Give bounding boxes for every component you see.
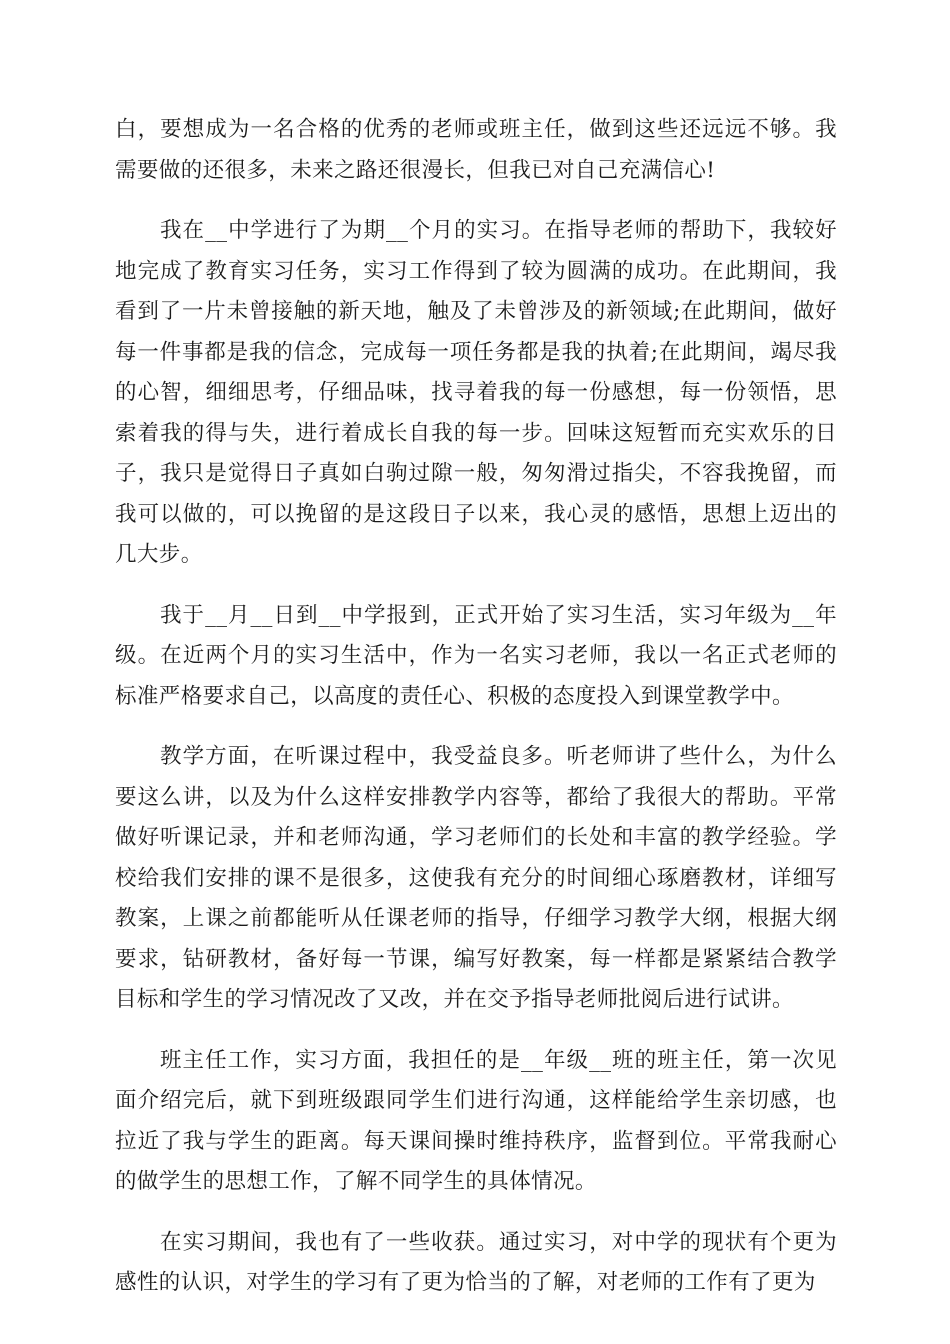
paragraph-internship-overview: 我在__中学进行了为期__个月的实习。在指导老师的帮助下，我较好地完成了教育实习任务，实习工作得到了较为圆满的成功。在此期间，我看到了一片未曾接触的新天地，触及了未曾涉及的新领域;在此期间，做好每一件事都是我的信念，完成每一项任务都是我的执着;在此期间，竭尽我的心智，细细思考，仔细品味，找寻着我的每一份感想，每一份领悟，思索着我的得与失，进行着成长自我的每一步。回味这短暂而充实欢乐的日子，我只是觉得日子真如白驹过隙一般，匆匆滑过指尖，不容我挽留，而我可以做的，可以挽留的是这段日子以来，我心灵的感悟，思想上迈出的几大步。 [115,218,837,567]
paragraph-gains: 在实习期间，我也有了一些收获。通过实习，对中学的现状有个更为感性的认识，对学生的学习有了更为恰当的了解，对老师的工作有了更为 [115,1229,837,1295]
document-body [115,110,837,1324]
paragraph-continuation: 白，要想成为一名合格的优秀的老师或班主任，做到这些还远远不够。我需要做的还很多，未来之路还很漫长，但我已对自己充满信心! [115,117,837,183]
paragraph-class-teacher-work: 班主任工作，实习方面，我担任的是__年级__班的班主任，第一次见面介绍完后，就下到班级跟同学生们进行沟通，这样能给学生亲切感，也拉近了我与学生的距离。每天课间操时维持秩序，监督到位。平常我耐心的做学生的思想工作，了解不同学生的具体情况。 [115,1047,837,1194]
paragraph-teaching: 教学方面，在听课过程中，我受益良多。听老师讲了些什么，为什么要这么讲，以及为什么这样安排教学内容等，都给了我很大的帮助。平常做好听课记录，并和老师沟通，学习老师们的长处和丰富的教学经验。学校给我们安排的课不是很多，这使我有充分的时间细心琢磨教材，详细写教案，上课之前都能听从任课老师的指导，仔细学习教学大纲，根据大纲要求，钻研教材，备好每一节课，编写好教案，每一样都是紧紧结合教学目标和学生的学习情况改了又改，并在交予指导老师批阅后进行试讲。 [115,744,837,1012]
paragraph-internship-start: 我于__月__日到__中学报到，正式开始了实习生活，实习年级为__年级。在近两个月的实习生活中，作为一名实习老师，我以一名正式老师的标准严格要求自己，以高度的责任心、积极的态度投入到课堂教学中。 [115,602,837,709]
